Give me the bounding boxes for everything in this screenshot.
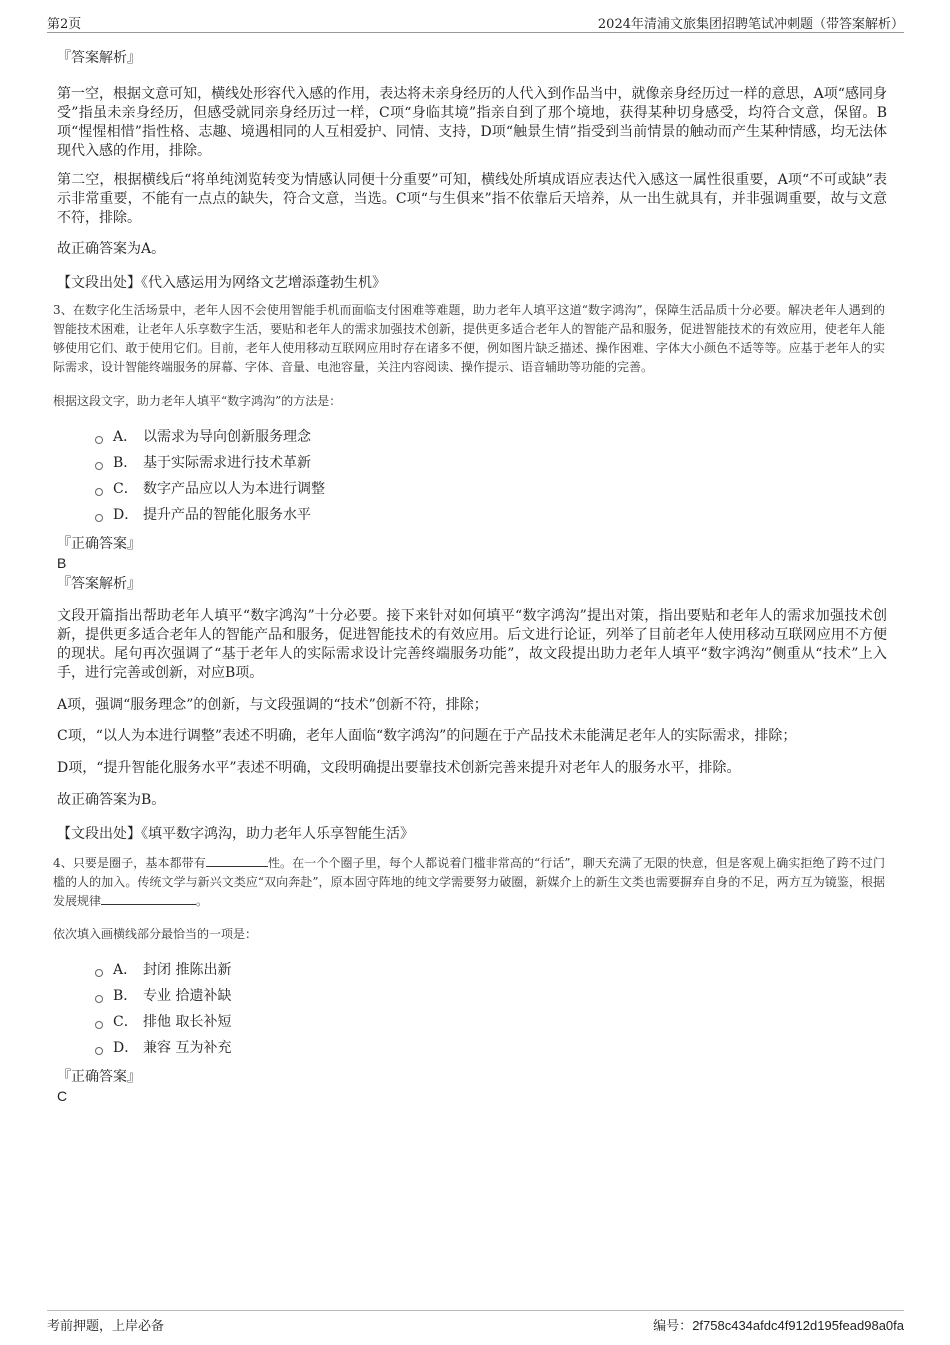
option-text: 以需求为导向创新服务理念 (143, 429, 311, 445)
question-passage (53, 854, 885, 911)
option-b[interactable] (95, 450, 887, 476)
analysis-paragraph: C项，“以人为本进行调整”表述不明确，老年人面临“数字鸿沟”的问题在于产品技术未能满足老年人的实际需求，排除； (57, 728, 797, 744)
options-list (95, 957, 887, 1061)
passage-text: 性。在一个个圈子里，每个人都说着门槛非常高的“行话”，聊天充满了无限的快意，但是客观上确实拒绝了跨不过门槛的人的加入。传统文学与新兴文类应“双向奔赴”，原本固守阵地的纯文学需要努力破圈，新媒介上的新生文类也需要摒弃自身的不足，两方互为镜鉴，根据发展规律 (53, 856, 885, 908)
analysis-paragraph: 第二空，根据横线后“将单纯浏览转变为情感认同便十分重要”可知，横线处所填成语应表达代入感这一属性很重要，A项“不可或缺”表示非常重要，不能有一点点的缺失，符合文意，当选。C项“与生俱来”指不依靠后天培养，从一出生就具有，并非强调重要，故与文意不符，排除。 (57, 172, 887, 226)
radio-icon[interactable] (95, 969, 103, 977)
page-number: 第2页 (47, 17, 82, 32)
option-text: 数字产品应以人为本进行调整 (143, 481, 325, 497)
radio-icon[interactable] (95, 462, 103, 470)
option-letter: C． (113, 481, 138, 497)
document-title: 2024年清浦文旅集团招聘笔试冲刺题（带答案解析） (597, 17, 904, 32)
page-content (53, 44, 887, 1105)
option-text: 专业 拾遗补缺 (143, 988, 232, 1004)
answer-label: 『正确答案』 (57, 1069, 141, 1085)
option-b[interactable] (95, 983, 887, 1009)
options-list (95, 424, 887, 528)
radio-icon[interactable] (95, 995, 103, 1003)
radio-icon[interactable] (95, 1047, 103, 1055)
option-text: 基于实际需求进行技术革新 (143, 455, 311, 471)
analysis-paragraph: 文段开篇指出帮助老年人填平“数字鸿沟”十分必要。接下来针对如何填平“数字鸿沟”提出对策，指出要贴和老年人的需求加强技术创新，提供更多适合老年人的智能产品和服务，促进智能技术的有效应用。后文进行论证，列举了目前老年人使用移动互联网应用不方便的现状。尾句再次强调了“基于老年人的实际需求设计完善终端服务功能”，故文段提出助力老年人填平“数字鸿沟”侧重从“技术”上入手，进行完善或创新，对应B项。 (57, 608, 887, 681)
option-letter: D． (113, 507, 139, 523)
code-label: 编号： (653, 1318, 693, 1333)
option-letter: A． (113, 962, 138, 978)
passage-text: 。 (196, 894, 209, 908)
option-d[interactable] (95, 1035, 887, 1061)
answer-label: 『正确答案』 (57, 536, 141, 552)
question-passage: 3、在数字化生活场景中，老年人因不会使用智能手机而面临支付困难等难题，助力老年人填平这道“数字鸿沟”，保障生活品质十分必要。解决老年人遇到的智能技术困难，让老年人乐享数字生活，要贴和老年人的需求加强技术创新，提供更多适合老年人的智能产品和服务，促进智能技术的有效应用，使老年人能够使用它们、敢于使用它们。目前，老年人使用移动互联网应用时存在诸多不便，例如图片缺乏描述、操作困难、字体大小颜色不适等等。应基于老年人的实际需求，设计智能终端服务的屏幕、字体、音量、电池容量，关注内容阅读、操作提示、语音辅助等功能的完善。 (53, 303, 885, 374)
option-c[interactable] (95, 1009, 887, 1035)
analysis-conclusion: 故正确答案为A。 (57, 241, 166, 257)
option-c[interactable] (95, 476, 887, 502)
radio-icon[interactable] (95, 436, 103, 444)
analysis-conclusion: 故正确答案为B。 (57, 792, 166, 808)
analysis-label: 『答案解析』 (57, 50, 141, 66)
passage-text: 4、只要是圈子，基本都带有 (53, 856, 206, 870)
document-code (653, 1315, 904, 1334)
analysis-paragraph: 第一空，根据文意可知，横线处形容代入感的作用，表达将未亲身经历的人代入到作品当中，就像亲身经历过一样的意思，A项“感同身受”指虽未亲身经历，但感受就同亲身经历过一样，C项“身临其境”指亲自到了那个境地，获得某种切身感受，均符合文意，保留。B项“惺惺相惜”指性格、志趣、境遇相同的人互相爱护、同情、支持，D项“触景生情”指受到当前情景的触动而产生某种情感，均无法体现代入感的作用，排除。 (57, 86, 887, 159)
option-letter: D． (113, 1040, 139, 1056)
analysis-paragraph: D项，“提升智能化服务水平”表述不明确，文段明确提出要靠技术创新完善来提升对老年人的服务水平，排除。 (57, 760, 741, 776)
option-text: 封闭 推陈出新 (143, 962, 232, 978)
page-header (47, 12, 904, 33)
fill-blank-1 (206, 854, 268, 867)
analysis-label: 『答案解析』 (57, 576, 141, 592)
option-letter: B． (113, 988, 138, 1004)
radio-icon[interactable] (95, 1021, 103, 1029)
option-letter: A． (113, 429, 138, 445)
option-a[interactable] (95, 424, 887, 450)
fill-blank-2 (101, 892, 196, 905)
source-citation: 【文段出处】《代入感运用为网络文艺增添蓬勃生机》 (57, 275, 386, 291)
footer-slogan: 考前押题，上岸必备 (47, 1319, 165, 1334)
radio-icon[interactable] (95, 514, 103, 522)
code-value: 2f758c434afdc4f912d195fead98a0fa (692, 1318, 904, 1333)
option-letter: C． (113, 1014, 138, 1030)
answer-value: B (57, 555, 67, 571)
option-d[interactable] (95, 502, 887, 528)
answer-value: C (57, 1088, 68, 1104)
question-prompt: 根据这段文字，助力老年人填平“数字鸿沟”的方法是： (53, 394, 342, 408)
option-text: 兼容 互为补充 (143, 1040, 232, 1056)
radio-icon[interactable] (95, 488, 103, 496)
source-citation: 【文段出处】《填平数字鸿沟，助力老年人乐享智能生活》 (57, 826, 414, 842)
option-letter: B． (113, 455, 138, 471)
analysis-paragraph: A项，强调“服务理念”的创新，与文段强调的“技术”创新不符，排除； (57, 697, 488, 713)
question-prompt: 依次填入画横线部分最恰当的一项是： (53, 927, 258, 941)
option-text: 提升产品的智能化服务水平 (143, 507, 311, 523)
option-a[interactable] (95, 957, 887, 983)
option-text: 排他 取长补短 (143, 1014, 232, 1030)
page-footer (47, 1310, 904, 1335)
